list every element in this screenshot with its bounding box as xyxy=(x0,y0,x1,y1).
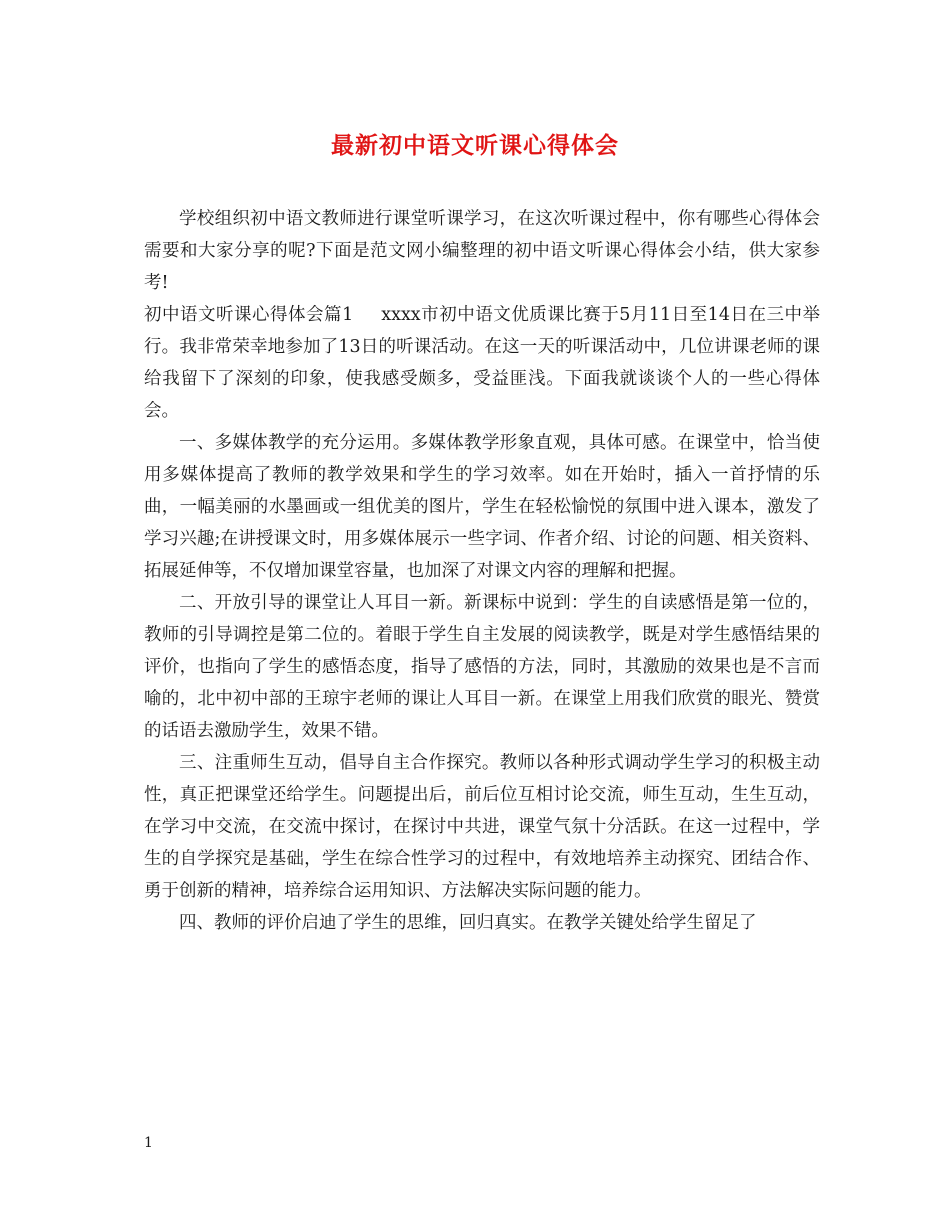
body-paragraph-4: 四、教师的评价启迪了学生的思维，回归真实。在教学关键处给学生留足了 xyxy=(179,913,757,933)
section-text: xxxx市初中语文优质课比赛于5月11日至14日在三中举行。我非常荣幸地参加了13日的听课活动。在这一天的听课活动中，几位讲课老师的课给我留下了深刻的印象，使我感受颇多，受益匪浅。下面我就谈谈个人的一些心得体会。 xyxy=(144,305,820,421)
document-title: 最新初中语文听课心得体会 xyxy=(331,132,619,159)
intro-paragraph: 学校组织初中语文教师进行课堂听课学习，在这次听课过程中，你有哪些心得体会需要和大家分享的呢?下面是范文网小编整理的初中语文听课心得体会小结，供大家参考! xyxy=(144,209,820,293)
body-paragraph-1: 一、多媒体教学的充分运用。多媒体教学形象直观，具体可感。在课堂中，恰当使用多媒体提高了教师的教学效果和学生的学习效率。如在开始时，插入一首抒情的乐曲，一幅美丽的水墨画或一组优美的图片，学生在轻松愉悦的氛围中进入课本，激发了学习兴趣;在讲授课文时，用多媒体展示一些字词、作者介绍、讨论的问题、相关资料、拓展延伸等，不仅增加课堂容量，也加深了对课文内容的理解和把握。 xyxy=(144,433,820,581)
section-paragraph xyxy=(144,299,820,427)
body-paragraph-2: 二、开放引导的课堂让人耳目一新。新课标中说到：学生的自读感悟是第一位的，教师的引导调控是第二位的。着眼于学生自主发展的阅读教学，既是对学生感悟结果的评价，也指向了学生的感悟态度，指导了感悟的方法，同时，其激励的效果也是不言而喻的，北中初中部的王琼宇老师的课让人耳目一新。在课堂上用我们欣赏的眼光、赞赏的话语去激励学生，效果不错。 xyxy=(144,593,820,741)
body-paragraph-3: 三、注重师生互动，倡导自主合作探究。教师以各种形式调动学生学习的积极主动性，真正把课堂还给学生。问题提出后，前后位互相讨论交流，师生互动，生生互动，在学习中交流，在交流中探讨，在探讨中共进，课堂气氛十分活跃。在这一过程中，学生的自学探究是基础，学生在综合性学习的过程中，有效地培养主动探究、团结合作、勇于创新的精神，培养综合运用知识、方法解决实际问题的能力。 xyxy=(144,753,820,901)
document-body xyxy=(144,203,820,939)
section-label: 初中语文听课心得体会篇1 xyxy=(144,305,354,325)
page-number: 1 xyxy=(144,1135,153,1151)
